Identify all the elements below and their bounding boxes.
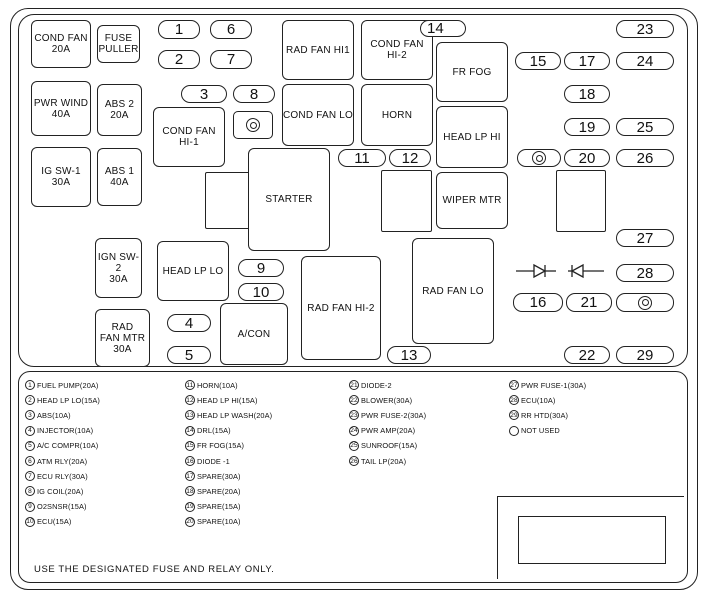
legend-item <box>185 410 272 420</box>
legend-item <box>185 486 241 496</box>
slot-22: 22 <box>564 346 610 364</box>
fuse-rad-fan-mtr: RAD FAN MTR 30A <box>95 309 150 367</box>
legend-number: 26 <box>350 457 358 465</box>
legend-number: 29 <box>510 411 518 419</box>
legend-number: 15 <box>186 442 194 450</box>
legend-item <box>185 380 238 390</box>
legend-number: 20 <box>186 518 194 526</box>
legend-number: 7 <box>25 471 35 481</box>
legend-text: ABS(10A) <box>37 410 71 420</box>
legend-number: 11 <box>186 381 194 389</box>
legend-item <box>185 395 258 405</box>
legend-item <box>25 426 93 436</box>
legend-text: HORN(10A) <box>197 380 238 390</box>
legend-number: 27 <box>510 381 518 389</box>
legend-text: INJECTOR(10A) <box>37 426 94 436</box>
block-left-of-starter <box>205 172 251 229</box>
legend-item <box>349 426 415 436</box>
relay-head-lp-lo: HEAD LP LO <box>157 241 229 301</box>
legend-number: 28 <box>510 396 518 404</box>
relay-cond-fan-hi1: COND FAN HI-1 <box>153 107 225 167</box>
legend-item <box>349 395 412 405</box>
relay-rad-fan-lo: RAD FAN LO <box>412 238 494 344</box>
diode-mount-8 <box>233 111 273 139</box>
legend-text: HEAD LP HI(15A) <box>197 395 258 405</box>
slot-1: 1 <box>158 20 200 39</box>
slot-19: 19 <box>564 118 610 136</box>
legend-item <box>185 517 241 527</box>
legend-text: DRL(15A) <box>197 426 231 436</box>
relay-wiper-mtr: WIPER MTR <box>436 172 508 229</box>
slot-23: 23 <box>616 20 674 38</box>
legend-item <box>349 456 406 466</box>
legend-text: ECU(15A) <box>37 517 72 527</box>
legend-text: SPARE(30A) <box>197 471 241 481</box>
slot-12: 12 <box>389 149 431 167</box>
legend-number: 25 <box>350 442 358 450</box>
legend-number: 12 <box>186 396 194 404</box>
slot-7: 7 <box>210 50 252 69</box>
legend-number: 23 <box>350 411 358 419</box>
slot-20-screw <box>517 149 561 167</box>
relay-head-lp-hi: HEAD LP HI <box>436 106 508 168</box>
legend-text: FUEL PUMP(20A) <box>37 380 99 390</box>
slot-10: 10 <box>238 283 284 301</box>
slot-2: 2 <box>158 50 200 69</box>
legend-item <box>349 410 426 420</box>
slot-28: 28 <box>616 264 674 282</box>
legend-item <box>509 410 568 420</box>
legend-number: 4 <box>25 426 35 436</box>
legend-text: SPARE(10A) <box>197 517 241 527</box>
legend-number <box>509 426 519 436</box>
slot-25: 25 <box>616 118 674 136</box>
legend-number: 22 <box>350 396 358 404</box>
legend-item <box>25 380 99 390</box>
legend-item <box>185 456 230 466</box>
legend-text: PWR AMP(20A) <box>361 426 416 436</box>
diode-symbols <box>512 262 612 282</box>
legend-text: PWR FUSE-1(30A) <box>521 380 587 390</box>
block-right-of-starter <box>381 170 432 232</box>
legend-text: PWR FUSE-2(30A) <box>361 410 427 420</box>
legend-item <box>185 441 244 451</box>
screw-icon <box>532 151 546 165</box>
slot-20: 20 <box>564 149 610 167</box>
slot-11: 11 <box>338 149 386 167</box>
slot-24: 24 <box>616 52 674 70</box>
slot-26: 26 <box>616 149 674 167</box>
relay-rad-fan-hi2: RAD FAN HI-2 <box>301 256 381 360</box>
legend-text: IG COIL(20A) <box>37 486 84 496</box>
legend-text: DIODE -1 <box>197 456 230 466</box>
legend-number: 6 <box>25 456 35 466</box>
slot-17: 17 <box>564 52 610 70</box>
legend-text: RR HTD(30A) <box>521 410 569 420</box>
legend-text: HEAD LP LO(15A) <box>37 395 100 405</box>
legend-item <box>185 426 231 436</box>
legend-item <box>509 380 586 390</box>
legend-text: BLOWER(30A) <box>361 395 413 405</box>
legend-item <box>25 456 87 466</box>
slot-5: 5 <box>167 346 211 364</box>
legend-item <box>25 395 100 405</box>
legend-text: ATM RLY(20A) <box>37 456 88 466</box>
slot-3: 3 <box>181 85 227 103</box>
legend-number: 17 <box>186 472 194 480</box>
relay-cond-fan-lo: COND FAN LO <box>282 84 354 146</box>
block-right-empty <box>556 170 606 232</box>
fuse-abs2: ABS 2 20A <box>97 84 142 136</box>
slot-15: 15 <box>515 52 561 70</box>
legend-item <box>185 471 241 481</box>
legend-number: 21 <box>350 381 358 389</box>
legend-item <box>25 502 87 512</box>
label-box-inner <box>518 516 666 564</box>
fuse-puller: FUSE PULLER <box>97 25 140 63</box>
screw-icon <box>638 296 652 310</box>
legend-item <box>25 410 71 420</box>
fuse-cond-fan: COND FAN 20A <box>31 20 91 68</box>
slot-13: 13 <box>387 346 431 364</box>
screw-icon <box>246 118 260 132</box>
designated-fuse-note: USE THE DESIGNATED FUSE AND RELAY ONLY. <box>34 564 275 575</box>
legend-item <box>25 517 71 527</box>
fuse-pwr-wind: PWR WIND 40A <box>31 81 91 136</box>
legend-text: DIODE-2 <box>361 380 392 390</box>
fuse-ig-sw1: IG SW-1 30A <box>31 147 91 207</box>
slot-27: 27 <box>616 229 674 247</box>
relay-rad-fan-hi1: RAD FAN HI1 <box>282 20 354 80</box>
legend-number: 10 <box>26 518 34 526</box>
legend-text: HEAD LP WASH(20A) <box>197 410 273 420</box>
slot-6: 6 <box>210 20 252 39</box>
legend-number: 2 <box>25 395 35 405</box>
slot-9: 9 <box>238 259 284 277</box>
legend-item <box>509 426 560 436</box>
legend-text: NOT USED <box>521 426 560 436</box>
legend-item <box>25 486 83 496</box>
legend-text: A/C COMPR(10A) <box>37 441 99 451</box>
legend-number: 18 <box>186 487 194 495</box>
legend-text: ECU(10A) <box>521 395 556 405</box>
legend-item <box>349 441 417 451</box>
legend-number: 16 <box>186 457 194 465</box>
legend-text: ECU RLY(30A) <box>37 471 88 481</box>
legend-text: O2SNSR(15A) <box>37 502 87 512</box>
legend-number: 3 <box>25 410 35 420</box>
slot-14: 14 <box>420 20 466 37</box>
legend-item <box>349 380 392 390</box>
legend-number: 9 <box>25 502 35 512</box>
legend-item <box>25 471 88 481</box>
fuse-abs1: ABS 1 40A <box>97 148 142 206</box>
fuse-ign-sw2: IGN SW-2 30A <box>95 238 142 298</box>
legend-number: 5 <box>25 441 35 451</box>
relay-fr-fog: FR FOG <box>436 42 508 102</box>
slot-29: 29 <box>616 346 674 364</box>
relay-starter: STARTER <box>248 148 330 251</box>
relay-acon: A/CON <box>220 303 288 365</box>
legend-item <box>185 502 241 512</box>
legend-item <box>25 441 98 451</box>
slot-8: 8 <box>233 85 275 103</box>
legend-text: TAIL LP(20A) <box>361 456 407 466</box>
legend-text: SPARE(20A) <box>197 486 241 496</box>
legend-item <box>509 395 555 405</box>
legend-number: 24 <box>350 427 358 435</box>
slot-4: 4 <box>167 314 211 332</box>
legend-number: 14 <box>186 427 194 435</box>
screw-mount-right <box>616 293 674 312</box>
relay-horn: HORN <box>361 84 433 146</box>
slot-16: 16 <box>513 293 563 312</box>
legend-text: SUNROOF(15A) <box>361 441 418 451</box>
legend-number: 13 <box>186 411 194 419</box>
slot-21: 21 <box>566 293 612 312</box>
relay-cond-fan-hi2: COND FAN HI-2 <box>361 20 433 80</box>
legend-number: 8 <box>25 486 35 496</box>
legend-text: SPARE(15A) <box>197 502 241 512</box>
slot-18: 18 <box>564 85 610 103</box>
legend-number: 19 <box>186 503 194 511</box>
legend-text: FR FOG(15A) <box>197 441 245 451</box>
legend-number: 1 <box>25 380 35 390</box>
